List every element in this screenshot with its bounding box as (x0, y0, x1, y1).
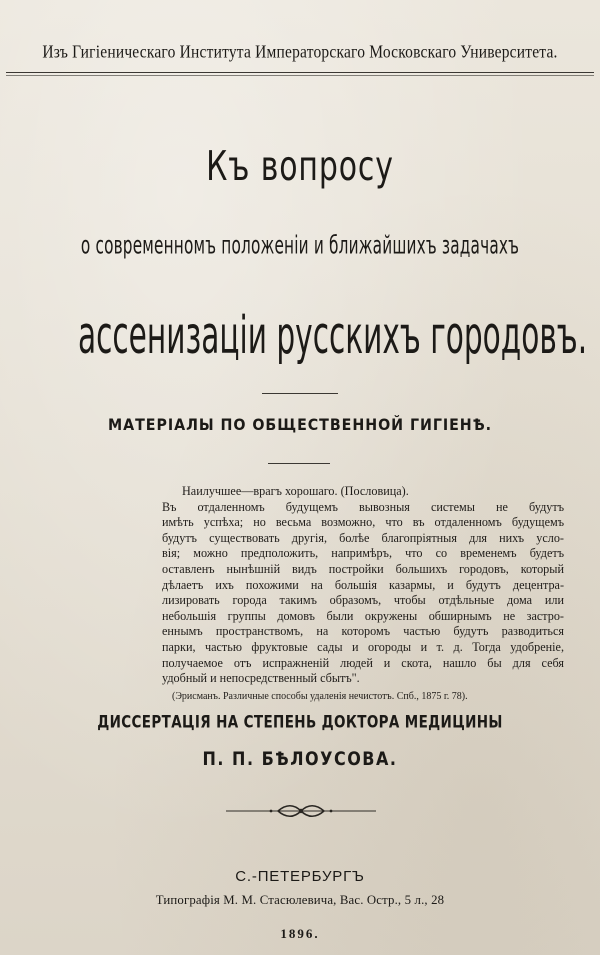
epigraph-line: получаемое отъ испражненій людей и скота, нашло бы для себя (162, 655, 564, 670)
subtitle-divider (268, 463, 330, 464)
epigraph-line: будутъ существовать другія, болѣе благопріятныя для нихъ усло- (162, 530, 564, 545)
epigraph-proverb: Наилучшее—врагъ хорошаго. (Пословица). (182, 484, 409, 498)
epigraph-line: парки, частью фруктовые сады и огороды и т. д. Тогда удобреніе, (162, 639, 564, 654)
epigraph-line: Въ отдаленномъ будущемъ вывозныя системы не будутъ (162, 499, 564, 514)
epigraph-line: небольшія группы домовъ были окружены обширнымъ не застро- (162, 608, 564, 623)
epigraph-line: еннымъ пространствомъ, на которомъ частью будутъ разводиться (162, 624, 564, 639)
title-line-3: ассенизаціи русскихъ городовъ. (78, 306, 588, 366)
institute-header: Изъ Гигіеническаго Института Императорскаго Московскаго Университета. (42, 42, 558, 63)
author-name: П. П. БѢЛОУСОВА. (202, 747, 398, 770)
header-rule-thin (6, 75, 594, 76)
dissertation-title: ДИССЕРТАЦІЯ НА СТЕПЕНЬ ДОКТОРА МЕДИЦИНЫ (97, 712, 503, 732)
epigraph-line: имѣть успѣха; но весьма возможно, что въ отдаленномъ будущемъ (162, 515, 564, 530)
title-line-2: о современномъ положеніи и ближайшихъ задачахъ (80, 231, 520, 261)
epigraph (162, 484, 564, 704)
header-rule (6, 72, 594, 73)
epigraph-line: оставленъ нынѣшній видъ постройки большихъ городовъ, который (162, 561, 564, 576)
imprint-year: 1896. (280, 926, 320, 941)
epigraph-line: лизировать города такимъ образомъ, чтобы отдѣльные дома или (162, 593, 564, 608)
epigraph-source: (Эрисманъ. Различные способы удаленія нечистотъ. Спб., 1875 г. 78). (172, 690, 468, 702)
subtitle: МАТЕРІАЛЫ ПО ОБЩЕСТВЕННОЙ ГИГІЕНѢ. (108, 415, 492, 435)
title-divider (262, 393, 338, 394)
ornament-divider-icon (226, 802, 376, 820)
imprint-printer: Типографія М. М. Стасюлевича, Вас. Остр., 5 л., 28 (155, 893, 445, 907)
imprint-city: С.-ПЕТЕРБУРГЪ (235, 868, 365, 885)
epigraph-line: удобный и непосредственный сбытъ". (162, 671, 360, 686)
title-line-1: Къ вопросу (206, 143, 394, 191)
epigraph-line: дѣлаетъ ихъ похожими на большія казармы, и будутъ децентра- (162, 577, 564, 592)
epigraph-line: вія; можно предположить, напримѣръ, что со временемъ будетъ (162, 546, 564, 561)
